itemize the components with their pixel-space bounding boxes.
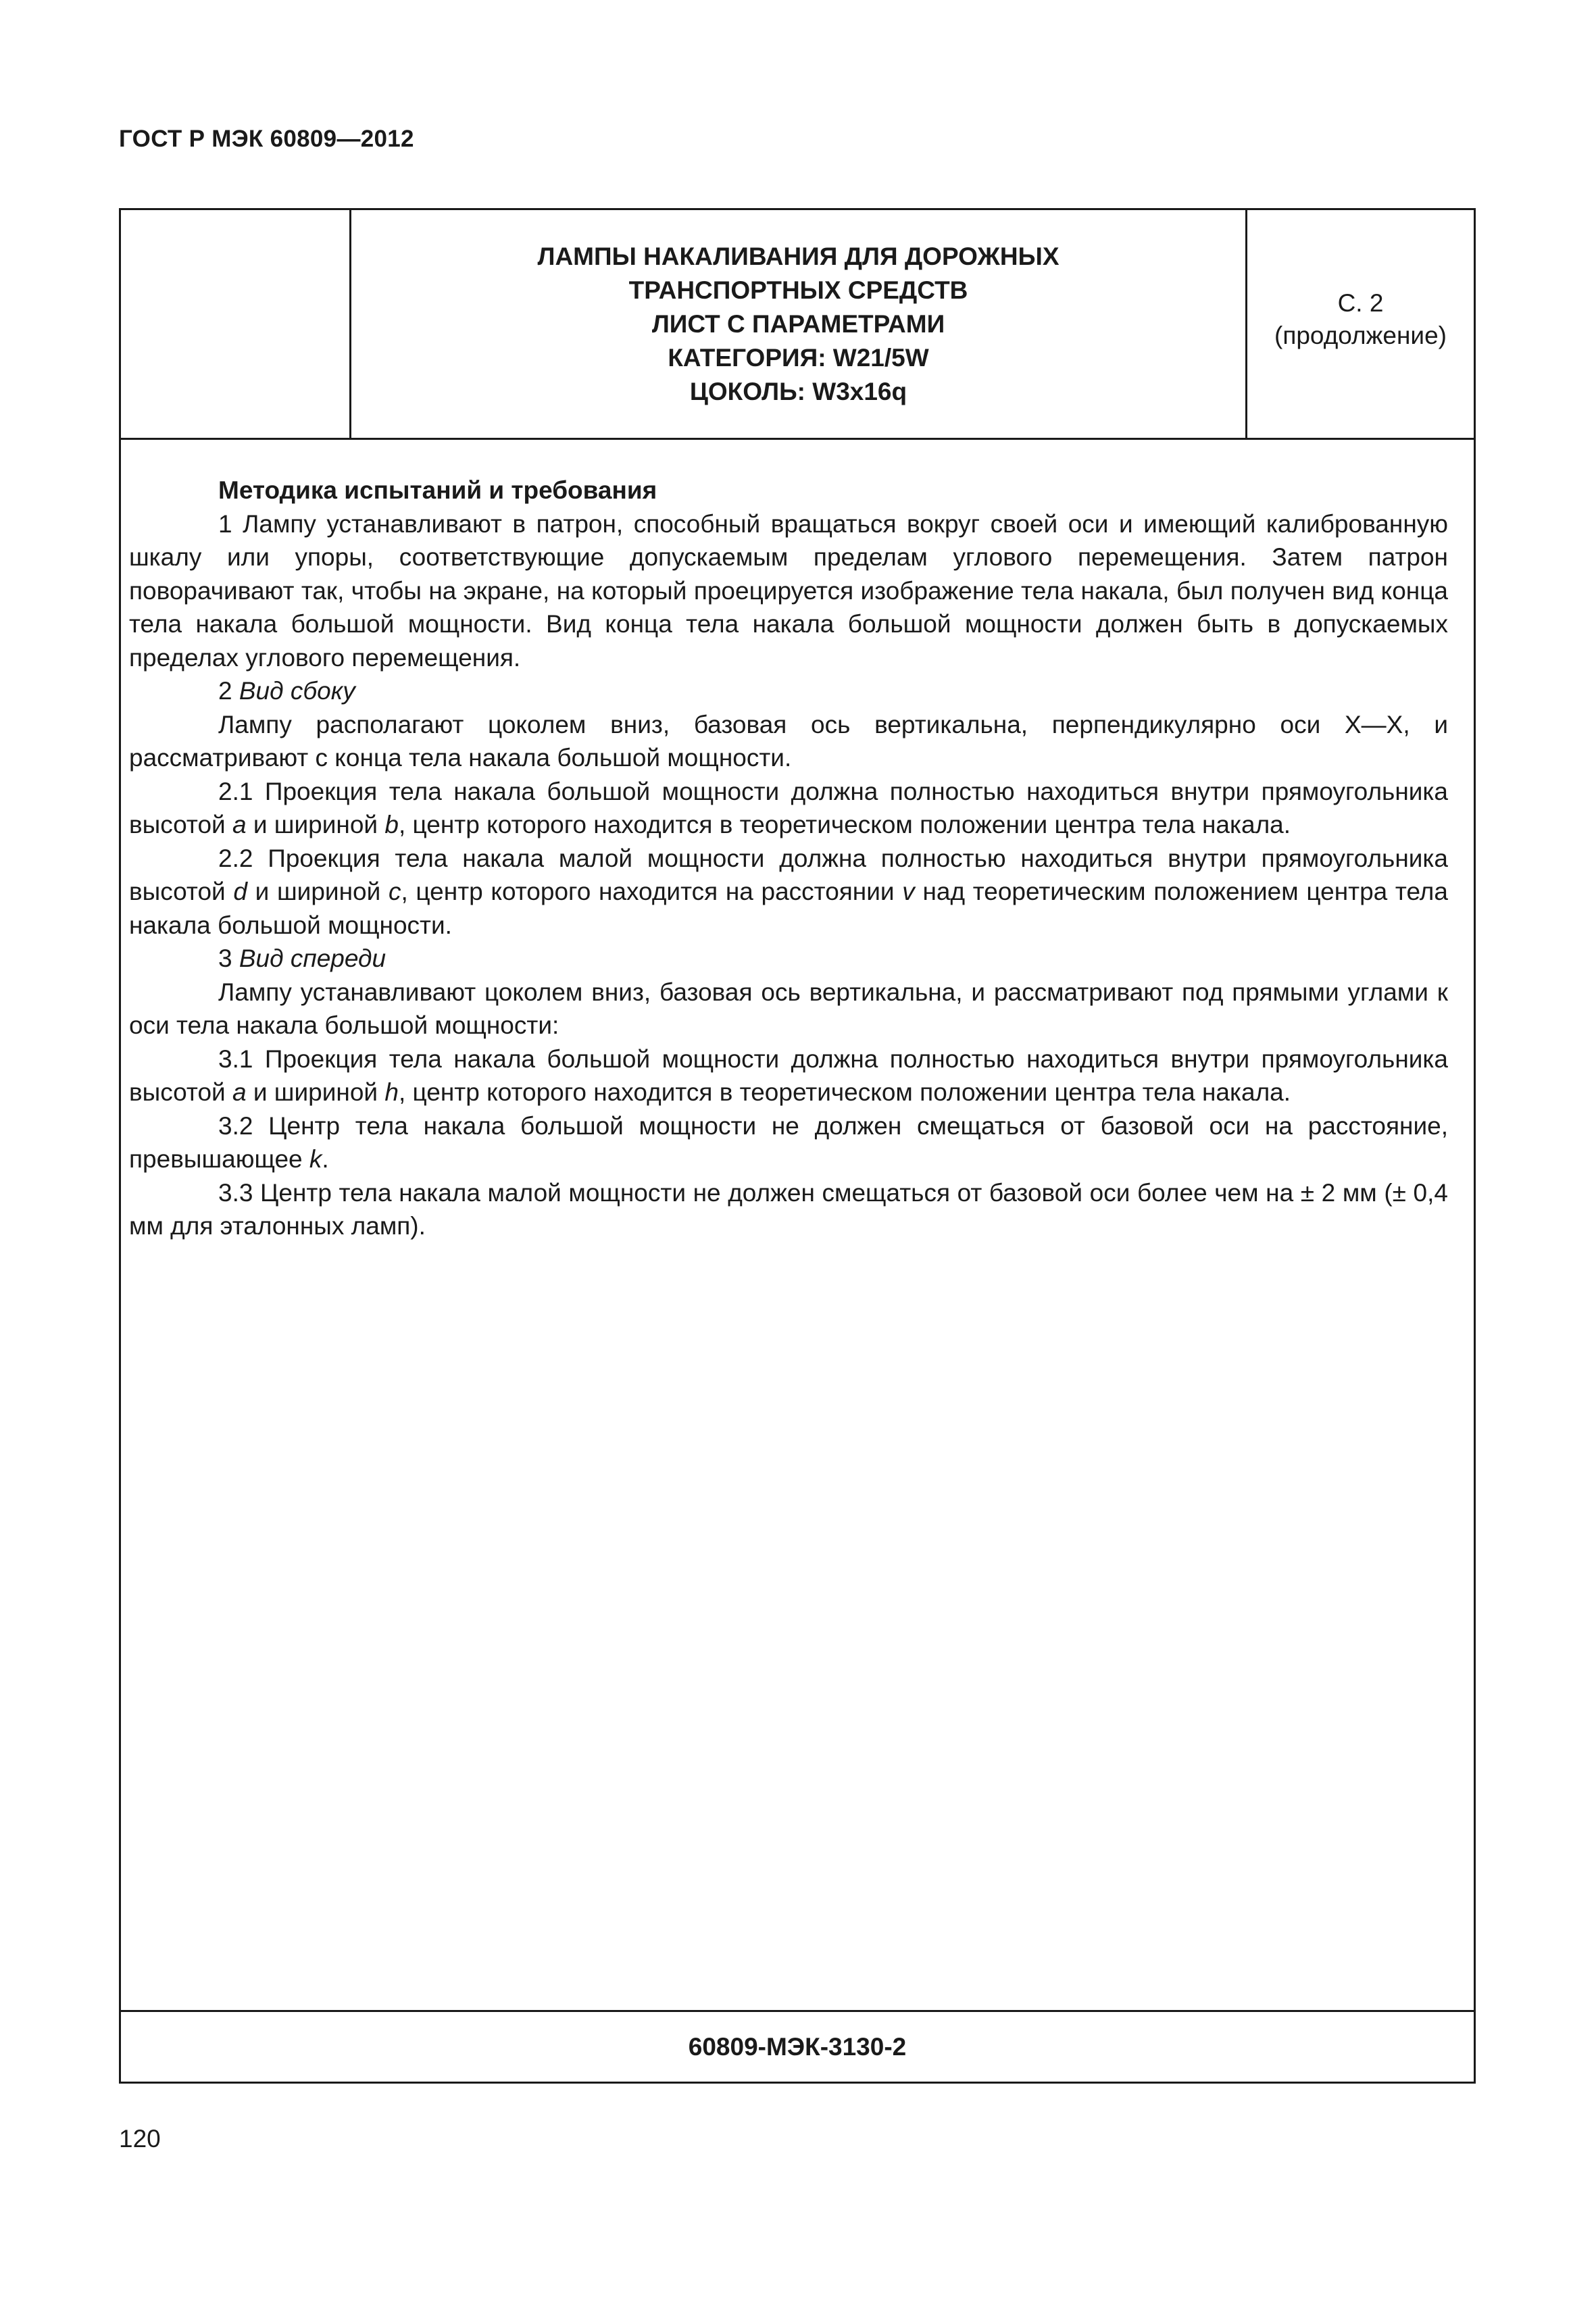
paragraph-2-2	[129, 842, 1448, 942]
section-number: 2	[218, 677, 239, 705]
paragraph-3: Лампу устанавливают цоколем вниз, базовая ось вертикальна, и рассматривают под прямыми углами к оси тела накала большой мощности:	[129, 978, 1448, 1039]
sheet-page-note: (продолжение)	[1274, 321, 1447, 349]
variable: c	[388, 878, 401, 905]
section-2-title	[129, 674, 1448, 708]
header-empty-cell	[121, 210, 351, 438]
paragraph-2-1	[129, 775, 1448, 842]
variable: b	[384, 811, 399, 838]
variable: a	[232, 1078, 247, 1106]
paragraph-1: 1 Лампу устанавливают в патрон, способный вращаться вокруг своей оси и имеющий калиброванную шкалу или упоры, соответствующие допускаемым пределам углового перемещения. Затем патрон поворачивают так, чтобы на экране, на который проецируется изображение тела накала, был получен вид конца тела накала большой мощности. Вид конца тела накала большой мощности должен быть в допускаемых пределах углового перемещения.	[129, 509, 1448, 672]
document-header: ГОСТ Р МЭК 60809—2012	[119, 126, 414, 152]
text-run: .	[322, 1145, 329, 1173]
sheet-page-label: С. 2	[1337, 288, 1384, 317]
text-run: 2.2 Проекция тела накала малой мощности должна полностью находиться внутри прямоугольника высотой	[129, 844, 1448, 905]
sheet-title-block	[351, 210, 1247, 438]
title-line: ЦОКОЛЬ: W3x16q	[689, 377, 907, 405]
sheet-header-row	[121, 210, 1474, 440]
text-run: 3.2 Центр тела накала большой мощности не должен смещаться от базовой оси на расстояние, превышающее	[129, 1111, 1448, 1173]
sheet-footer-row	[121, 2010, 1474, 2082]
section-title: Вид спереди	[239, 945, 386, 972]
paragraph-3-2	[129, 1109, 1448, 1176]
variable: k	[309, 1145, 322, 1173]
text-run: над теоретическим положением центра тела накала большой мощности.	[129, 878, 1448, 939]
section-number: 3	[218, 945, 239, 972]
variable: d	[233, 878, 247, 905]
text-run: , центр которого находится на расстоянии	[401, 878, 903, 905]
title-line: ЛАМПЫ НАКАЛИВАНИЯ ДЛЯ ДОРОЖНЫХ	[537, 242, 1059, 270]
paragraph-3-3: 3.3 Центр тела накала малой мощности не должен смещаться от базовой оси более чем на ± 2 мм (± 0,4 мм для эталонных ламп).	[129, 1178, 1448, 1240]
sheet-code: 60809-МЭК-3130-2	[688, 2032, 907, 2061]
parameter-sheet-frame	[119, 208, 1476, 2084]
sheet-page-cell	[1247, 210, 1474, 438]
section-title: Вид сбоку	[239, 677, 355, 705]
text-run: , центр которого находится в теоретическом положении центра тела накала.	[398, 1078, 1291, 1106]
text-run: , центр которого находится в теоретическом положении центра тела накала.	[398, 811, 1291, 838]
text-run: и шириной	[247, 878, 389, 905]
text-run: и шириной	[246, 1078, 385, 1106]
section-heading: Методика испытаний и требования	[218, 476, 657, 504]
title-line: ЛИСТ С ПАРАМЕТРАМИ	[651, 309, 945, 338]
page-number: 120	[119, 2125, 161, 2153]
variable: h	[384, 1078, 399, 1106]
paragraph-2: Лампу располагают цоколем вниз, базовая ось вертикальна, перпендикулярно оси X—X, и рассматривают с конца тела накала большой мощности.	[129, 710, 1448, 772]
paragraph-3-1	[129, 1042, 1448, 1109]
section-3-title	[129, 942, 1448, 976]
variable: v	[902, 878, 915, 905]
text-run: 2.1 Проекция тела накала большой мощности должна полностью находиться внутри прямоугольника высотой	[129, 777, 1448, 838]
text-run: 3.1 Проекция тела накала большой мощности должна полностью находиться внутри прямоугольника высотой	[129, 1045, 1448, 1106]
variable: a	[232, 811, 247, 838]
title-line: ТРАНСПОРТНЫХ СРЕДСТВ	[628, 276, 968, 304]
sheet-body	[129, 474, 1448, 1243]
text-run: и шириной	[246, 811, 385, 838]
title-line: КАТЕГОРИЯ: W21/5W	[668, 343, 929, 372]
